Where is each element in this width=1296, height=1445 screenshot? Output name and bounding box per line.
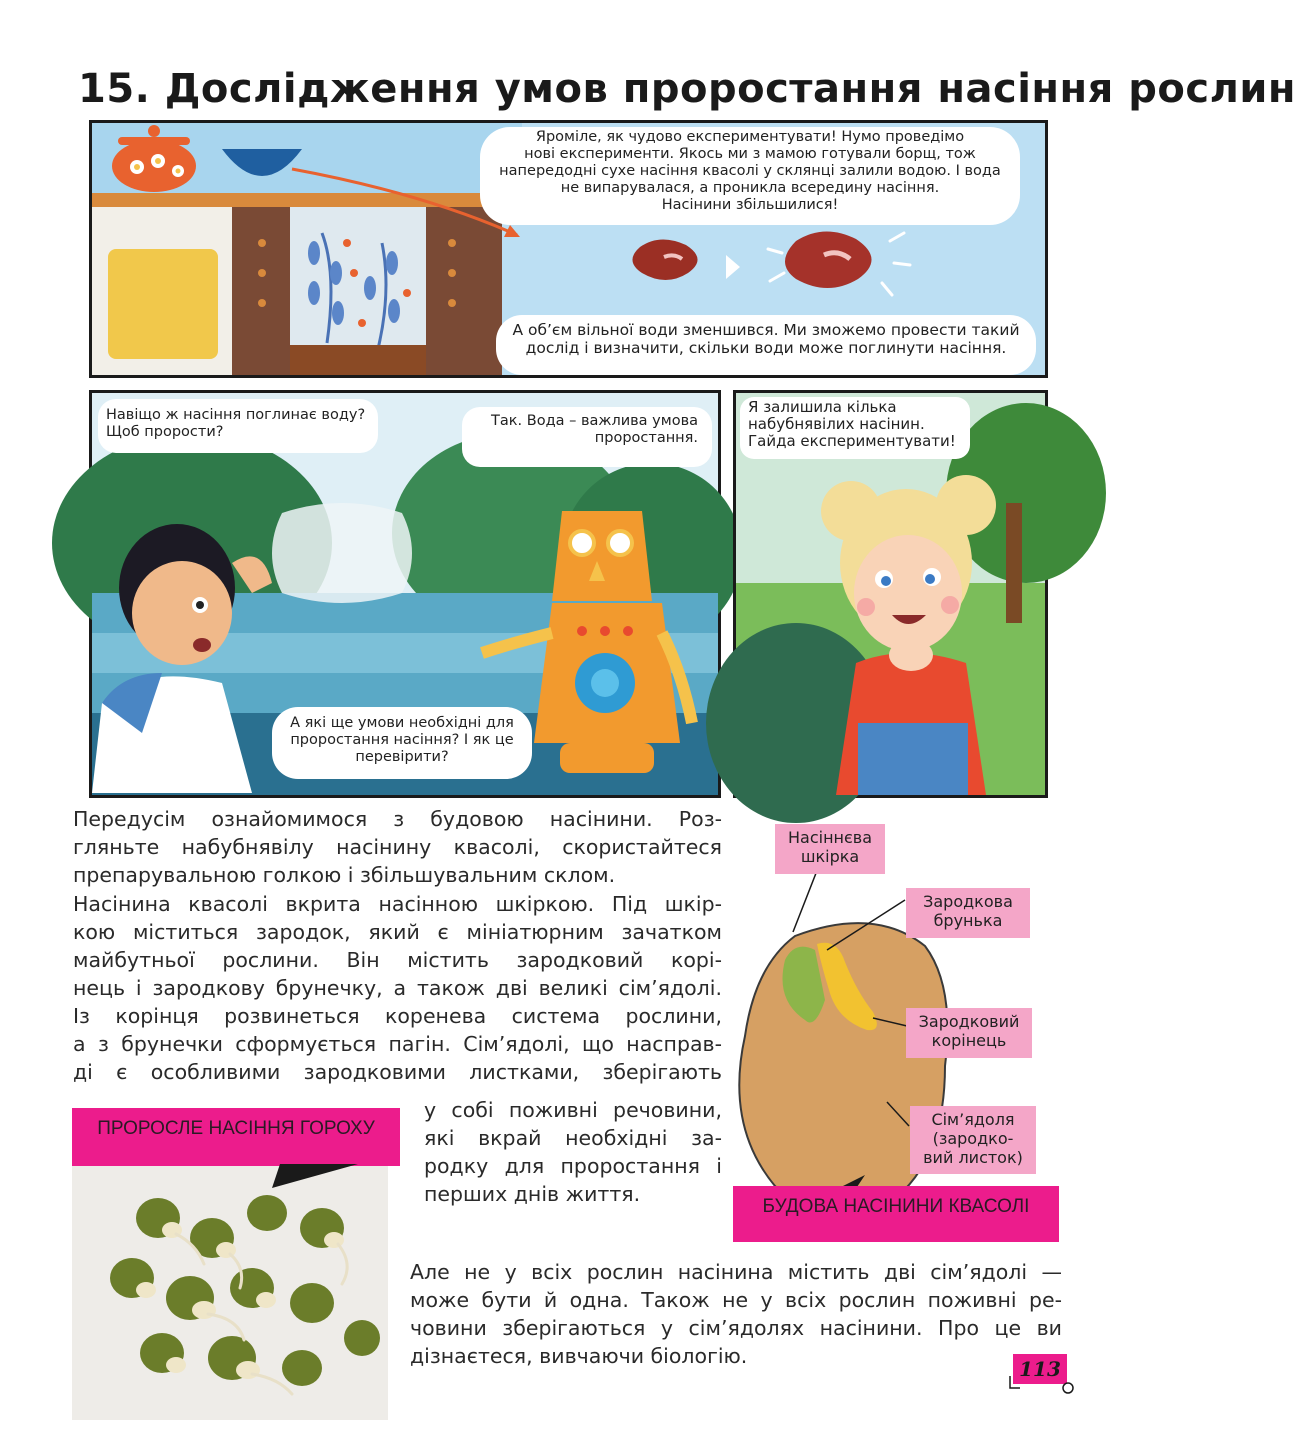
bubble-line: А які ще умови необхідні для: [290, 715, 514, 731]
text-line: Але не у всіх рослин насінина містить дві сім’ядолі —: [410, 1260, 1062, 1284]
diagram-caption-label: БУДОВА НАСІНИНИ КВАСОЛІ: [733, 1186, 1059, 1242]
bubble-line: проростання насіння? І як це: [290, 732, 514, 748]
speech-bubble-girl: [740, 397, 970, 459]
label-line: Зародковий: [918, 1012, 1020, 1031]
text-line: Передусім ознайомимося з будовою насінини. Роз-: [73, 807, 722, 831]
speech-bubble-question: [272, 707, 532, 779]
bubble-line: Навіщо ж насіння поглинає воду?: [106, 407, 366, 423]
label-line: брунька: [933, 911, 1003, 930]
body-paragraph-intro: [73, 805, 722, 889]
caption-pointer: [270, 1164, 360, 1194]
label-line: Зародкова: [923, 892, 1013, 911]
text-line: а з брунечки сформується пагін. Сім’ядолі, що насправ-: [73, 1032, 722, 1056]
text-line: препарувальною голкою і збільшувальним склом.: [73, 863, 616, 887]
bubble-line: Так. Вода – важлива умова: [491, 413, 698, 429]
body-paragraph-structure: [73, 890, 722, 1086]
text-line: гляньте набубнявілу насінину квасолі, скористайтеся: [73, 835, 722, 859]
bubble-line: А об’єм вільної води зменшився. Ми зможемо провести такий: [512, 321, 1020, 339]
text-line: ді є особливими зародковими листками, зберігають: [73, 1060, 722, 1084]
page-number: 113: [1013, 1354, 1067, 1384]
text-line: дізнаєтеся, вивчаючи біологію.: [410, 1344, 748, 1368]
label-cotyledon: [910, 1106, 1036, 1174]
bubble-line: нові експерименти. Якось ми з мамою готували борщ, тож: [524, 146, 976, 162]
text-line: Насінина квасолі вкрита насінною шкіркою. Під шкір-: [73, 892, 722, 916]
label-embryonic-bud: [906, 888, 1030, 938]
comic-panel-girl: [733, 390, 1048, 798]
label-line: Сім’ядоля: [931, 1110, 1015, 1129]
bubble-line: Насінини збільшилися!: [661, 197, 839, 213]
text-line: майбутньої рослини. Він містить зародковий корі-: [73, 948, 722, 972]
text-line: може бути й одна. Також не у всіх рослин поживні ре-: [410, 1288, 1062, 1312]
label-line: шкірка: [800, 847, 860, 866]
bubble-line: дослід і визначити, скільки води може поглинути насіння.: [525, 339, 1007, 357]
text-line: родку для проростання і: [424, 1154, 722, 1178]
bubble-line: Я залишила кілька: [748, 398, 897, 416]
label-line: вий листок): [923, 1148, 1023, 1167]
body-paragraph-continuation: [424, 1096, 722, 1208]
bubble-line: перевірити?: [355, 749, 449, 765]
bubble-line: Яроміле, як чудово експериментувати! Нумо проведімо: [535, 129, 965, 145]
bubble-line: набубнявілих насінин.: [748, 415, 925, 433]
speech-bubble-kitchen-bottom: [496, 315, 1036, 375]
label-line: Насіннєва: [787, 828, 872, 847]
text-line: які вкрай необхідні за-: [424, 1126, 722, 1150]
bubble-line: Щоб прорости?: [106, 424, 224, 440]
comic-panel-boy-robot: [89, 390, 721, 798]
text-line: нець і зародкову брунечку, а також дві великі сім’ядолі.: [73, 976, 722, 1000]
text-line: перших днів життя.: [424, 1182, 641, 1206]
comic-panel-kitchen: [89, 120, 1048, 378]
body-paragraph-closing: [410, 1258, 1062, 1370]
label-seed-coat: [775, 824, 885, 874]
bubble-line: напередодні сухе насіння квасолі у склянці залили водою. І вода: [499, 163, 1001, 179]
page-title: 15. Дослідження умов проростання насіння рослин: [78, 66, 1296, 112]
speech-bubble-boy: [98, 399, 378, 453]
bubble-line: не випарувалася, а проникла всередину насіння.: [560, 180, 940, 196]
page-corner-mark: [1006, 1376, 1076, 1396]
text-line: Із корінця розвинеться коренева система рослини,: [73, 1004, 722, 1028]
speech-bubble-kitchen-top: [480, 127, 1020, 225]
text-line: човини зберігаються у сім’ядолях насінини. Про це ви: [410, 1316, 1062, 1340]
label-embryonic-root: [906, 1008, 1032, 1058]
label-line: (зародко-: [932, 1129, 1014, 1148]
speech-bubble-robot: [462, 407, 712, 467]
photo-caption-label: ПРОРОСЛЕ НАСІННЯ ГОРОХУ: [72, 1108, 400, 1166]
text-line: у собі поживні речовини,: [424, 1098, 722, 1122]
bubble-line: проростання.: [594, 430, 698, 446]
text-line: кою міститься зародок, який є мініатюрним зачатком: [73, 920, 722, 944]
bubble-line: Гайда експериментувати!: [748, 432, 956, 450]
label-line: корінець: [931, 1031, 1007, 1050]
